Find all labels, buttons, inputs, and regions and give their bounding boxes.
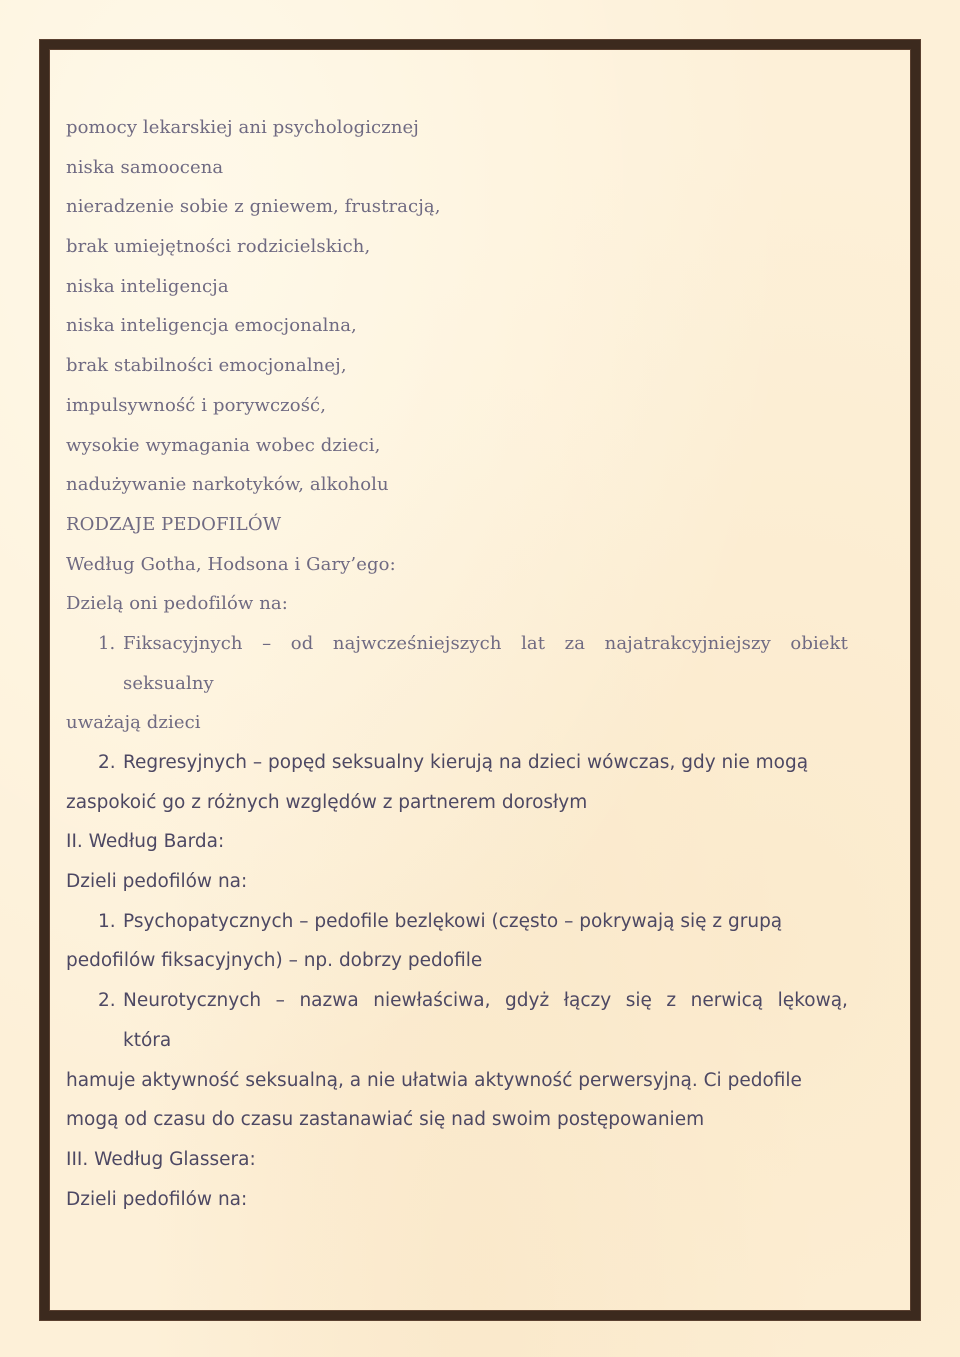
- word: –: [262, 632, 272, 654]
- list-item-regresyjnych: [66, 743, 848, 783]
- text-line: uważają dzieci: [66, 712, 201, 734]
- text-line: zaspokoić go z różnych względów z partnerem dorosłym: [66, 791, 588, 813]
- text-line: impulsywność i porywczość,: [66, 394, 327, 416]
- list-item-fiksacyjnych: [66, 624, 848, 664]
- list-number: 1.: [98, 632, 116, 654]
- text-line: hamuje aktywność seksualną, a nie ułatwia aktywność perwersyjną. Ci pedofile: [66, 1069, 802, 1091]
- text-line: niska samoocena: [66, 156, 224, 178]
- word: –: [275, 990, 285, 1012]
- word: lękową,: [777, 990, 848, 1012]
- justified-text: [123, 624, 848, 664]
- list-number: 2.: [98, 990, 116, 1012]
- word: niewłaściwa,: [373, 990, 491, 1012]
- word: za: [564, 632, 586, 654]
- text-line: Dzieli pedofilów na:: [66, 871, 248, 893]
- text-line: brak stabilności emocjonalnej,: [66, 355, 347, 377]
- text-line: nieradzenie sobie z gniewem, frustracją,: [66, 196, 441, 218]
- text-line: [66, 1021, 848, 1061]
- word: nazwa: [299, 990, 359, 1012]
- text-line: pedofilów fiksacyjnych) – np. dobrzy pedofile: [66, 950, 483, 972]
- text-line: Dzielą oni pedofilów na:: [66, 593, 288, 615]
- text-continuation: seksualny: [123, 672, 214, 694]
- word: Fiksacyjnych: [123, 632, 243, 654]
- list-item-neurotycznych: [66, 981, 848, 1021]
- word: z: [666, 990, 677, 1012]
- word: gdyż: [505, 990, 550, 1012]
- section-heading: II. Według Barda:: [66, 831, 225, 853]
- word: nerwicą: [690, 990, 764, 1012]
- text-line: mogą od czasu do czasu zastanawiać się nad swoim postępowaniem: [66, 1109, 705, 1131]
- list-item-psychopatycznych: [66, 902, 848, 942]
- text-line: brak umiejętności rodzicielskich,: [66, 236, 371, 258]
- list-item-text: Psychopatycznych – pedofile bezlękowi (często – pokrywają się z grupą: [123, 910, 783, 932]
- text-line: Dzieli pedofilów na:: [66, 1188, 248, 1210]
- document-body: [66, 108, 848, 1219]
- text-line: nadużywanie narkotyków, alkoholu: [66, 474, 389, 496]
- section-heading: RODZAJE PEDOFILÓW: [66, 513, 282, 535]
- text-line: niska inteligencja emocjonalna,: [66, 315, 357, 337]
- word: najatrakcyjniejszy: [604, 632, 771, 654]
- word: łączy: [563, 990, 612, 1012]
- word: od: [290, 632, 314, 654]
- word: obiekt: [790, 632, 848, 654]
- text-line: wysokie wymagania wobec dzieci,: [66, 434, 381, 456]
- word: Neurotycznych: [123, 990, 262, 1012]
- list-item-text: Regresyjnych – popęd seksualny kierują na dzieci wówczas, gdy nie mogą: [123, 752, 809, 773]
- text-line: pomocy lekarskiej ani psychologicznej: [66, 117, 419, 138]
- text-line: Według Gotha, Hodsona i Gary’ego:: [66, 553, 396, 575]
- section-heading: III. Według Glassera:: [66, 1148, 256, 1170]
- list-number: 2.: [98, 752, 116, 773]
- text-line: niska inteligencja: [66, 275, 229, 297]
- word: lat: [521, 632, 546, 654]
- word: najwcześniejszych: [332, 632, 502, 654]
- list-number: 1.: [98, 910, 116, 932]
- justified-text: [123, 981, 848, 1021]
- text-continuation: która: [123, 1029, 172, 1051]
- text-line: [66, 664, 848, 704]
- word: się: [625, 990, 652, 1012]
